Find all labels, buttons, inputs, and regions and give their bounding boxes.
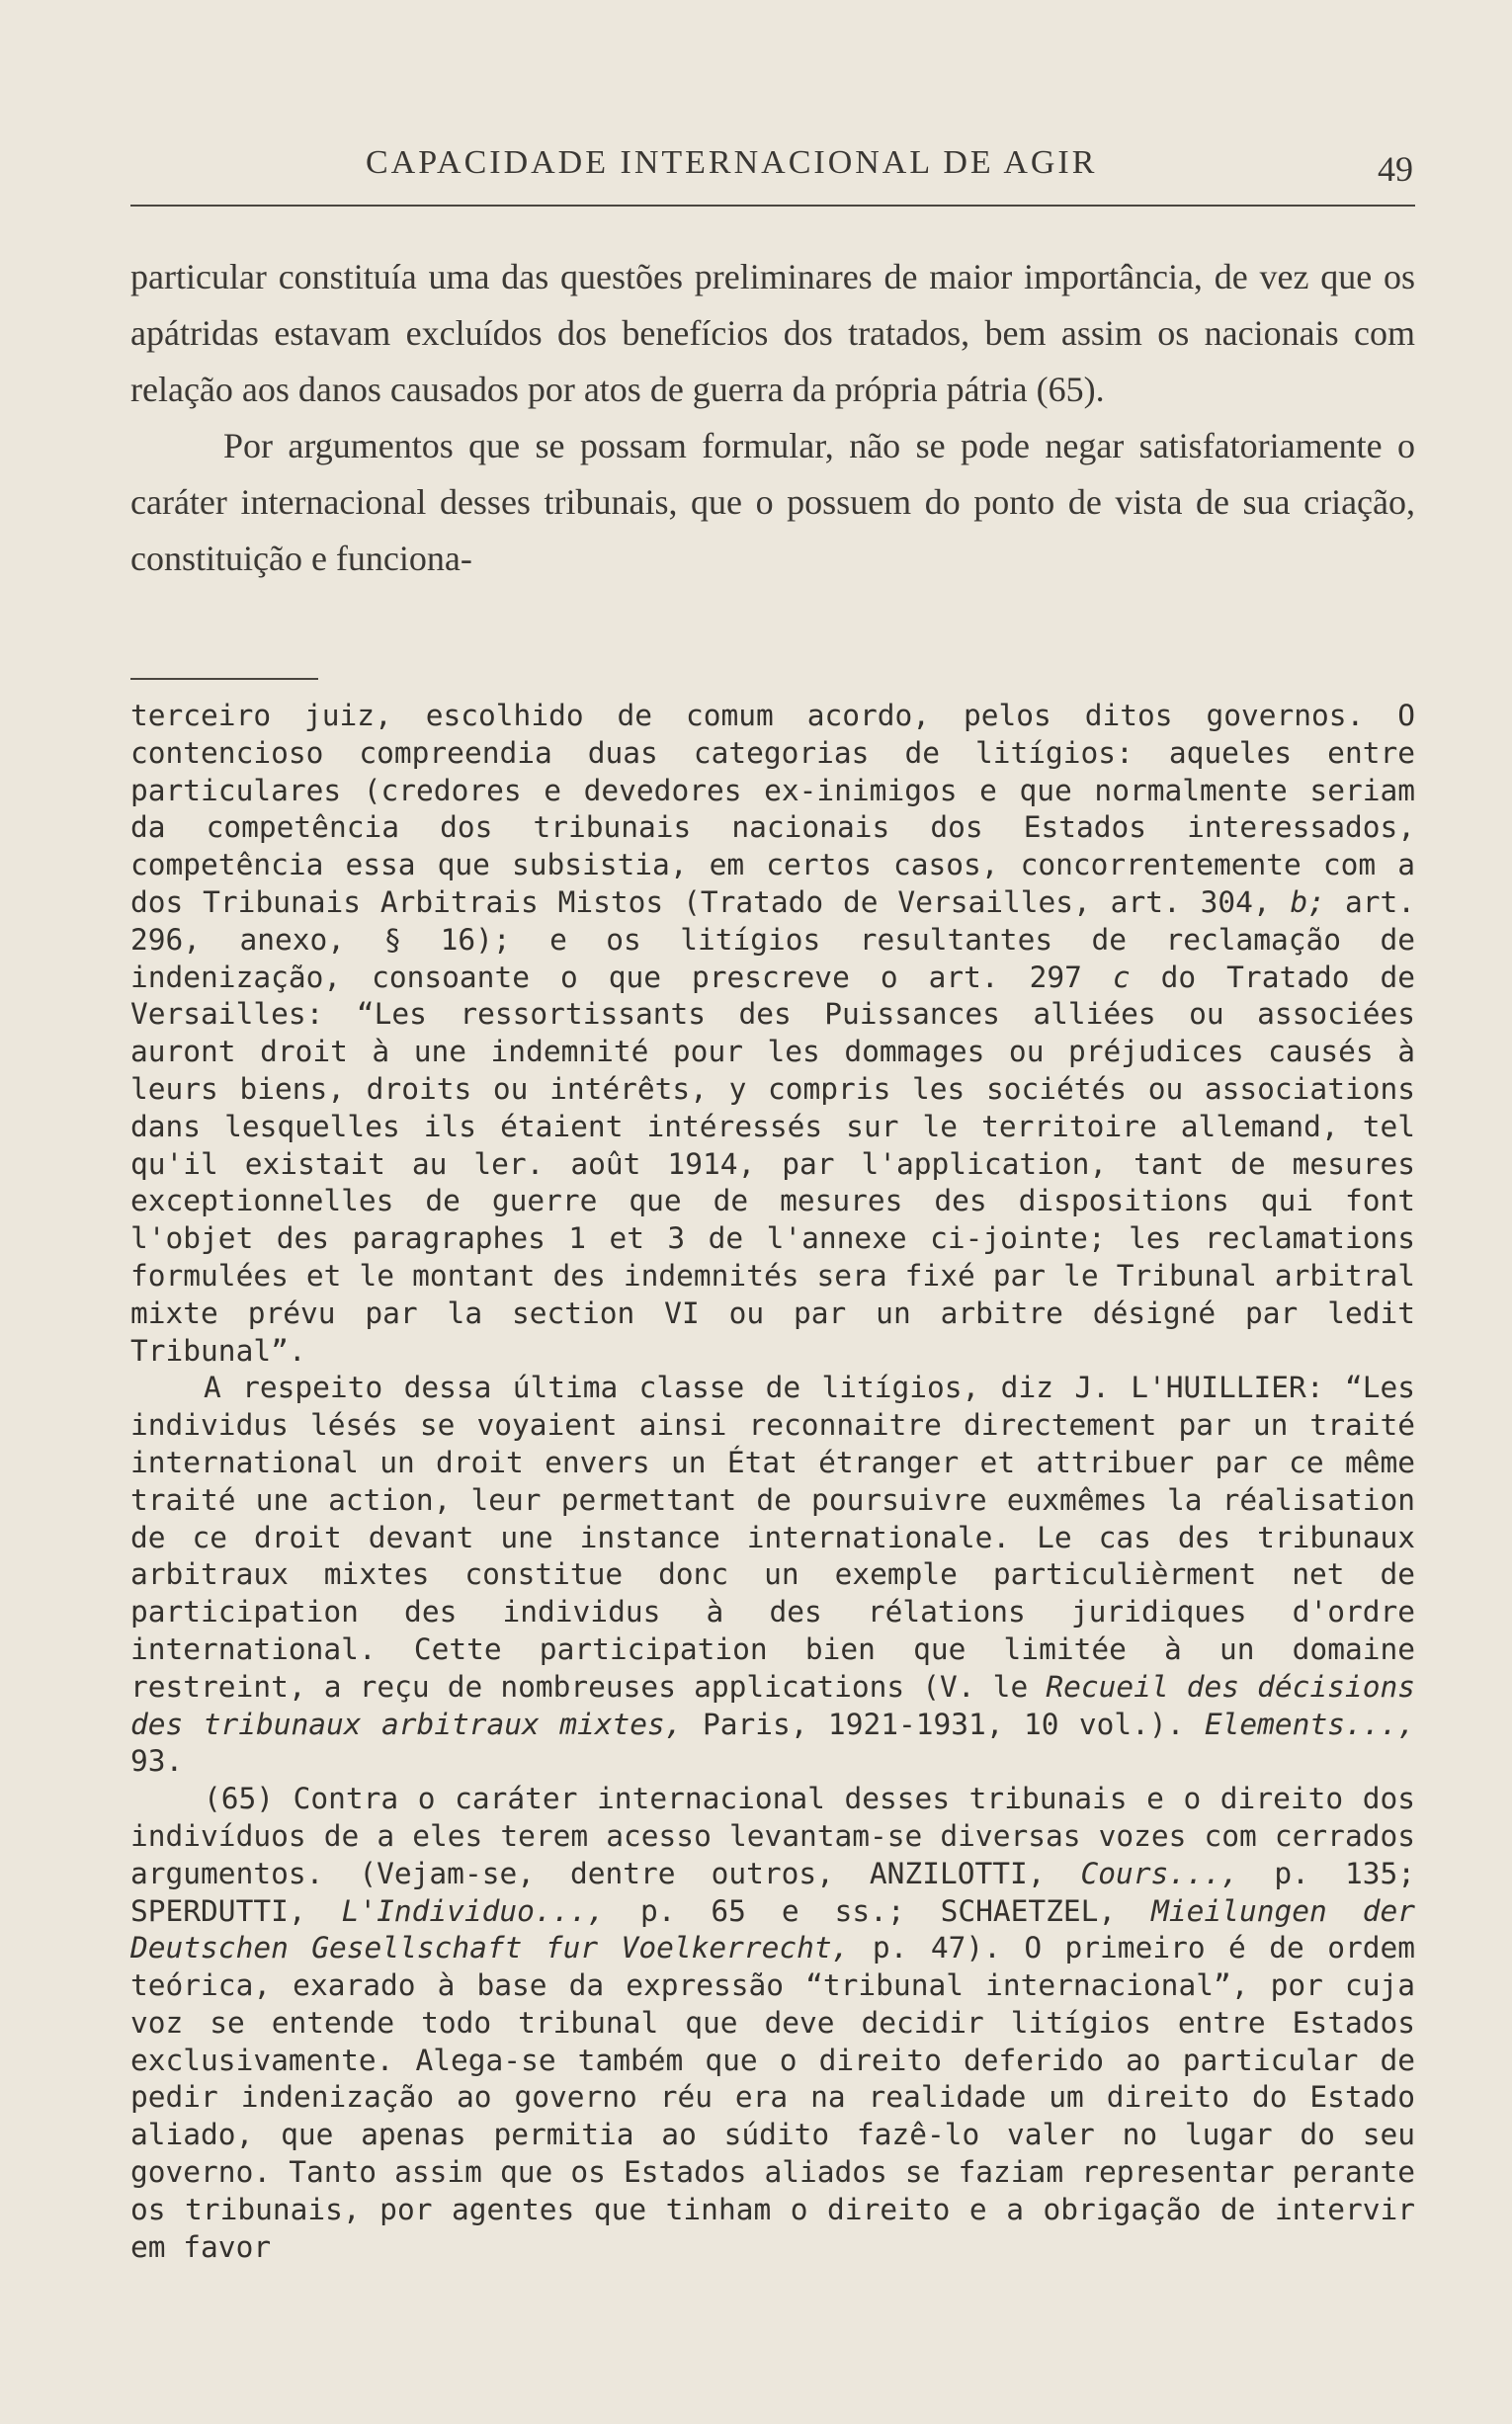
body-paragraph-1: particular constituía uma das questões preliminares de maior importância, de vez que os apátridas estavam excluídos dos benefícios dos tratados, bem assim os nacionais com relação aos danos causados por atos de guerra da própria pátria (65). [130,257,1415,409]
fn-text: p. 135; SPERDUTTI, [130,1856,1415,1928]
body-paragraph-2: Por argumentos que se possam formular, não se pode negar satisfatoriamente o caráter internacional desses tribunais, que o possuem do ponto de vista de sua criação, constituição e funciona- [130,426,1415,578]
fn-italic: Cours..., [1080,1856,1239,1890]
fn-text: (65) Contra o caráter internacional desses tribunais e o direito dos indivíduos de a eles terem acesso levantam-se diversas vozes com cerrados argumentos. (Vejam-se, dentre outros, ANZILOTTI, [130,1782,1415,1890]
fn-italic: Elements..., [1204,1707,1416,1741]
fn-text: terceiro juiz, escolhido de comum acordo, pelos ditos governos. O contencioso compreendia duas categorias de litígios: aqueles entre particulares (credores e devedores ex-inimigos e que normalmente seriam da competência dos tribunais nacionais dos Estados interessados, competência essa que subsistia, em certos casos, concorrentemente com a dos Tribunais Arbitrais Mistos (Tratado de Versailles, art. 304, [130,699,1415,919]
running-head [0,144,1512,194]
fn-text: Paris, 1921-1931, 10 vol.). [702,1707,1185,1741]
footnote-65 [130,1781,1415,2266]
fn-italic: c [1112,960,1131,994]
fn-text: do Tratado de Versailles: “Les ressortissants des Puissances alliées ou associées auront droit à une indemnité pour les dommages ou préjudices causés à leurs biens, droits ou intérêts, y compris les sociétés ou associations dans lesquelles ils étaient intéressés sur le territoire allemand, tel qu'il existait au ler. août 1914, par l'application, tant de mesures exceptionnelles de guerre que de mesures des dispositions qui font l'objet des paragraphes 1 et 3 de l'annexe ci-jointe; les reclamations formulées et le montant des indemnités sera fixé par le Tribunal arbitral mixte prévu par la section VI ou par un arbitre désigné par ledit Tribunal”. [130,960,1416,1368]
fn-text: art. 296, anexo, § 16); e os litígios resultantes de reclamação de indenização, consoante o que prescreve o art. 297 [130,884,1416,994]
header-rule [130,205,1415,207]
fn-text: p. 65 e ss.; SCHAETZEL, [639,1893,1117,1928]
fn-text: 93. [130,1744,184,1779]
fn-italic: Recueil des décisions des tribunaux arbitraux mixtes, [130,1669,1415,1741]
fn-italic: L'Individuo..., [341,1893,605,1928]
fn-text: A respeito dessa última classe de litígios, diz J. L'HUILLIER: “Les individus lésés se voyaient ainsi reconnaitre directement par un traité international un droit envers un État étranger et attribuer par ce même traité une action, leur permettant de poursuivre euxmêmes la réalisation de ce droit devant une instance internationale. Le cas des tribunaux arbitraux mixtes constitue donc un exemple particulièrment net de participation des individus à des rélations juridiques d'ordre international. Cette participation bien que limitée à un domaine restreint, a reçu de nombreuses applications (V. le [130,1371,1415,1704]
running-title: CAPACIDADE INTERNACIONAL DE AGIR [366,144,1098,181]
footnotes [130,698,1415,2266]
page-number: 49 [1378,149,1413,189]
fn-italic: Mieilungen der Deutschen Gesellschaft fur Voelkerrecht, [130,1893,1415,1965]
main-text [130,249,1415,587]
footnote-paragraph-huillier [130,1370,1415,1781]
footnote-rule [130,678,318,680]
fn-text: p. 47). O primeiro é de ordem teórica, exarado à base da expressão “tribunal internacional”, por cuja voz se entende todo tribunal que deve decidir litígios entre Estados exclusivamente. Alega-se também que o direito deferido ao particular de pedir indenização ao governo réu era na realidade um direito do Estado aliado, que apenas permitia ao súdito fazê-lo valer no lugar do seu governo. Tanto assim que os Estados aliados se faziam representar perante os tribunais, por agentes que tinham o direito e a obrigação de intervir em favor [130,1931,1415,2264]
footnote-continuation [130,698,1415,1370]
fn-italic: b; [1290,884,1326,919]
